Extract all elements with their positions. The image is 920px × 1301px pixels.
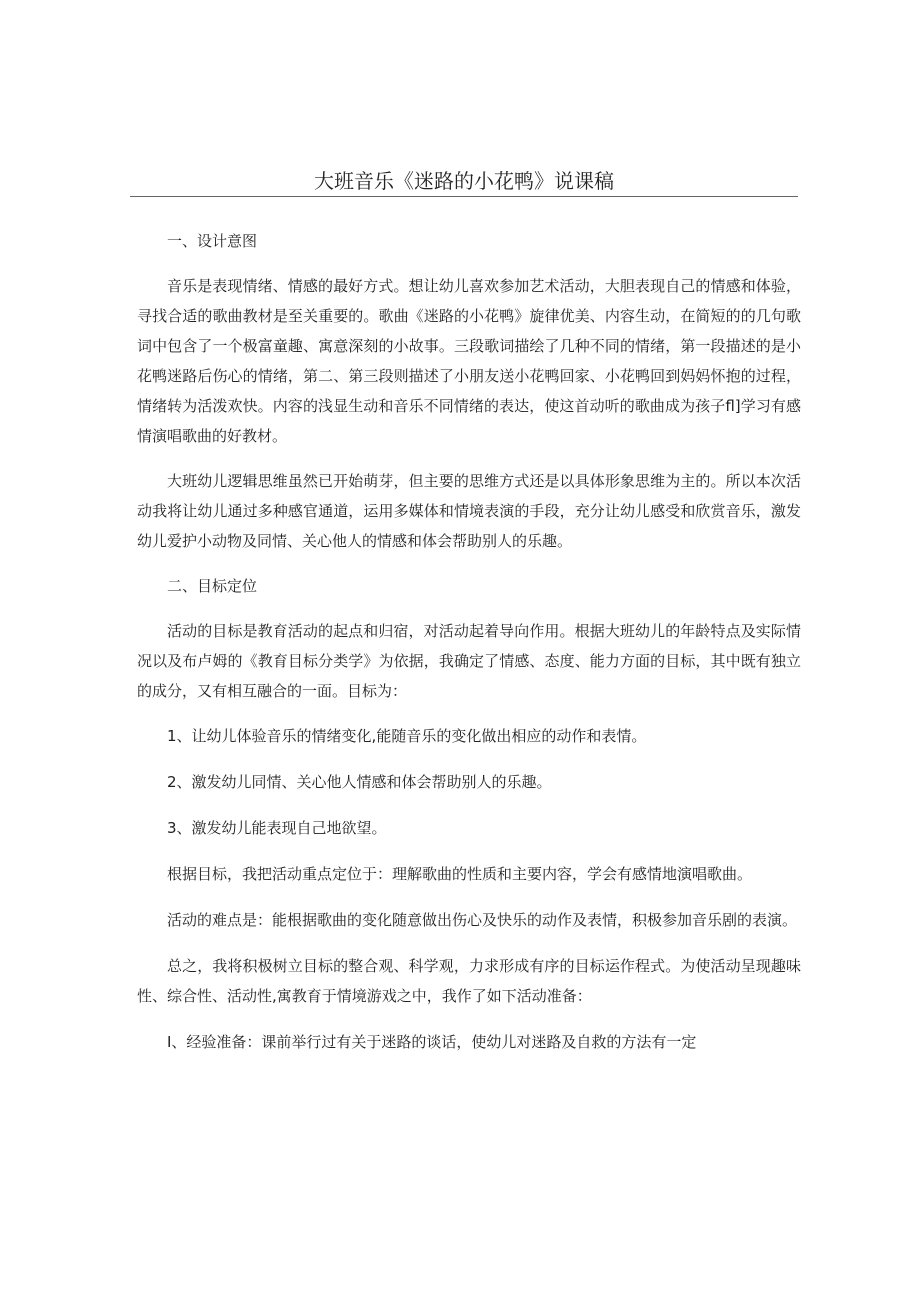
paragraph-summary: 总之，我将积极树立目标的整合观、科学观，力求形成有序的目标运作程式。为使活动呈现趣味性、综合性、活动性,寓教育于情境游戏之中，我作了如下活动准备：	[137, 957, 801, 1005]
section-heading-design-intent: 一、设计意图	[167, 232, 258, 250]
paragraph-goals-intro: 活动的目标是教育活动的起点和归宿，对活动起着导向作用。根据大班幼儿的年龄特点及实际情况以及布卢姆的《教育目标分类学》为依据，我确定了情感、态度、能力方面的目标，其中既有独立的成分，又有相互融合的一面。目标为：	[137, 622, 801, 700]
page-title: 大班音乐《迷路的小花鸭》说课稿	[314, 169, 614, 193]
paragraph-preparation-1: I、经验准备：课前举行过有关于迷路的谈话，使幼儿对迷路及自救的方法有一定	[167, 1033, 697, 1051]
goal-item-2: 2、激发幼儿同情、关心他人情感和体会帮助别人的乐趣。	[167, 773, 552, 791]
section-heading-goals: 二、目标定位	[167, 577, 258, 595]
paragraph-difficulty: 活动的难点是：能根据歌曲的变化随意做出伤心及快乐的动作及表情，积极参加音乐剧的表演。	[167, 911, 798, 929]
goal-item-1: 1、让幼儿体验音乐的情绪变化,能随音乐的变化做出相应的动作和表情。	[167, 727, 647, 745]
paragraph-design-intent-2: 大班幼儿逻辑思维虽然已开始萌芽，但主要的思维方式还是以具体形象思维为主的。所以本次活动我将让幼儿通过多种感官通道，运用多媒体和情境表演的手段，充分让幼儿感受和欣赏音乐，激发幼儿爱护小动物及同情、关心他人的情感和体会帮助别人的乐趣。	[137, 472, 801, 550]
paragraph-design-intent-1: 音乐是表现情绪、情感的最好方式。想让幼儿喜欢参加艺术活动，大胆表现自己的情感和体验，寻找合适的歌曲教材是至关重要的。歌曲《迷路的小花鸭》旋律优美、内容生动，在简短的的几句歌词中包含了一个极富童趣、寓意深刻的小故事。三段歌词描绘了几种不同的情绪，第一段描述的是小花鸭迷路后伤心的情绪，第二、第三段则描述了小朋友送小花鸭回家、小花鸭回到妈妈怀抱的过程，情绪转为活泼欢快。内容的浅显生动和音乐不同情绪的表达，使这首动听的歌曲成为孩子fl]学习有感情演唱歌曲的好教材。	[137, 277, 801, 445]
paragraph-key-point: 根据目标，我把活动重点定位于：理解歌曲的性质和主要内容，学会有感情地演唱歌曲。	[167, 865, 753, 883]
document-body	[137, 226, 801, 1057]
title-divider	[130, 196, 798, 197]
goal-item-3: 3、激发幼儿能表现自己地欲望。	[167, 819, 387, 837]
